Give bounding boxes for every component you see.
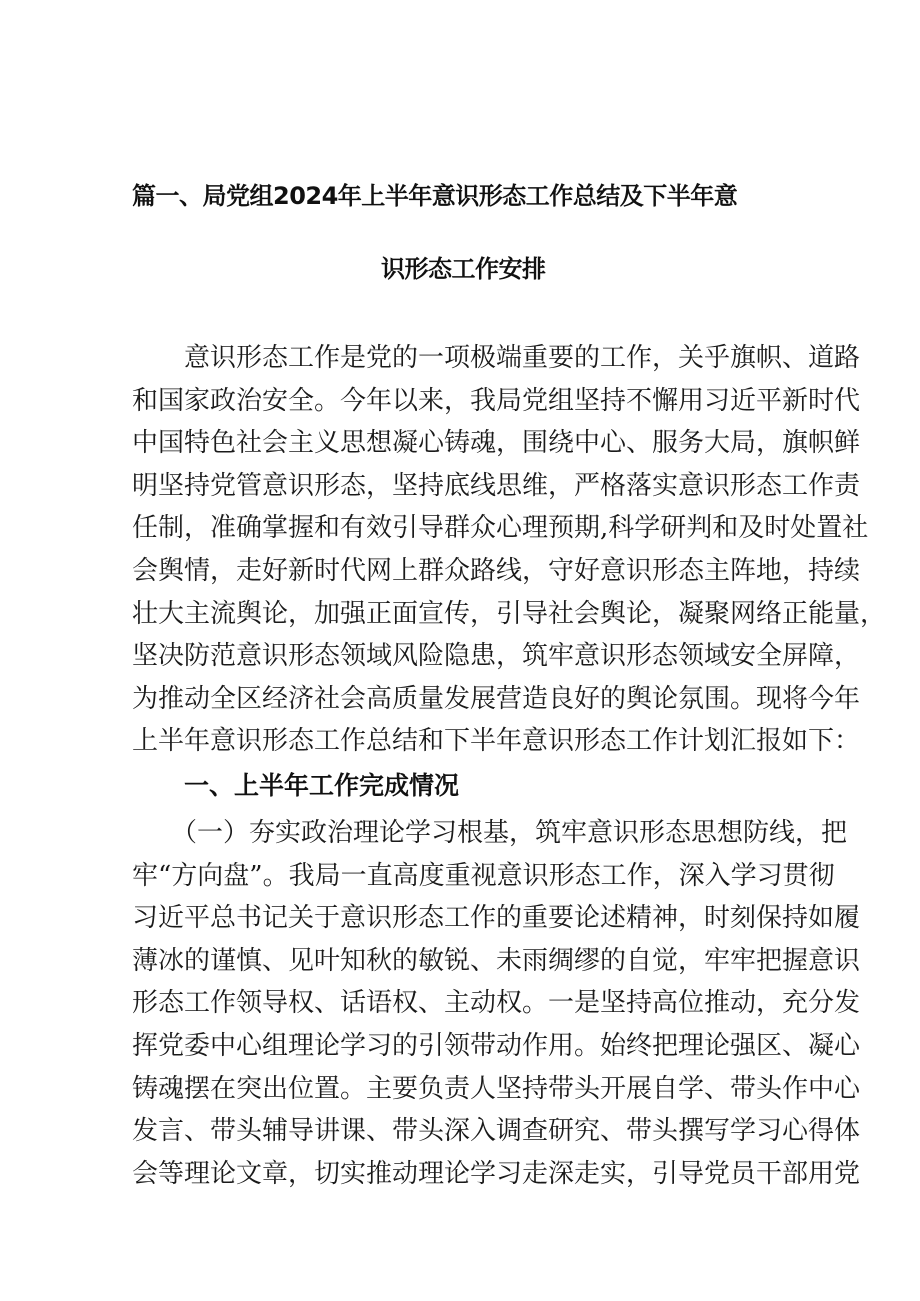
section-1-paragraph <box>132 812 861 1195</box>
paragraph-line: 壮大主流舆论，加强正面宣传，引导社会舆论，凝聚网络正能量， <box>132 598 887 629</box>
section-heading: 一、上半年工作完成情况 <box>184 771 460 800</box>
paragraph-line: 牢“方向盘”。我局一直高度重视意识形态工作，深入学习贯彻 <box>132 860 835 891</box>
paragraph-line: （一）夯实政治理论学习根基，筑牢意识形态思想防线，把 <box>132 818 848 848</box>
paragraph-line: 中国特色社会主义思想凝心铸魂，围绕中心、服务大局，旗帜鲜 <box>132 428 861 459</box>
paragraph-line: 任制，准确掌握和有效引导群众心理预期,科学研判和及时处置社 <box>132 513 869 544</box>
document-title-line-2: 识形态工作安排 <box>381 255 546 283</box>
document-title-line-1: 篇一、局党组2024年上半年意识形态工作总结及下半年意 <box>132 182 738 210</box>
paragraph-line: 上半年意识形态工作总结和下半年意识形态工作计划汇报如下： <box>132 726 861 757</box>
paragraph-line: 为推动全区经济社会高质量发展营造良好的舆论氛围。现将今年 <box>132 683 861 714</box>
paragraph-line: 铸魂摆在突出位置。主要负责人坚持带头开展自学、带头作中心 <box>132 1073 861 1104</box>
paragraph-line: 形态工作领导权、话语权、主动权。一是坚持高位推动，充分发 <box>132 988 861 1019</box>
paragraph-line: 坚决防范意识形态领域风险隐患，筑牢意识形态领域安全屏障， <box>132 641 861 672</box>
intro-paragraph <box>132 337 887 763</box>
paragraph-line: 会舆情，走好新时代网上群众路线，守好意识形态主阵地，持续 <box>132 555 861 586</box>
paragraph-line: 薄冰的谨慎、见叶知秋的敏锐、未雨绸缪的自觉，牢牢把握意识 <box>132 945 861 976</box>
paragraph-line: 意识形态工作是党的一项极端重要的工作，关乎旗帜、道路 <box>132 343 861 373</box>
paragraph-line: 挥党委中心组理论学习的引领带动作用。始终把理论强区、凝心 <box>132 1030 861 1061</box>
paragraph-line: 明坚持党管意识形态，坚持底线思维，严格落实意识形态工作责 <box>132 470 861 501</box>
paragraph-line: 习近平总书记关于意识形态工作的重要论述精神，时刻保持如履 <box>132 903 861 934</box>
paragraph-line: 会等理论文章，切实推动理论学习走深走实，引导党员干部用党 <box>132 1158 861 1189</box>
paragraph-line: 和国家政治安全。今年以来，我局党组坚持不懈用习近平新时代 <box>132 385 861 416</box>
paragraph-line: 发言、带头辅导讲课、带头深入调查研究、带头撰写学习心得体 <box>132 1116 861 1147</box>
